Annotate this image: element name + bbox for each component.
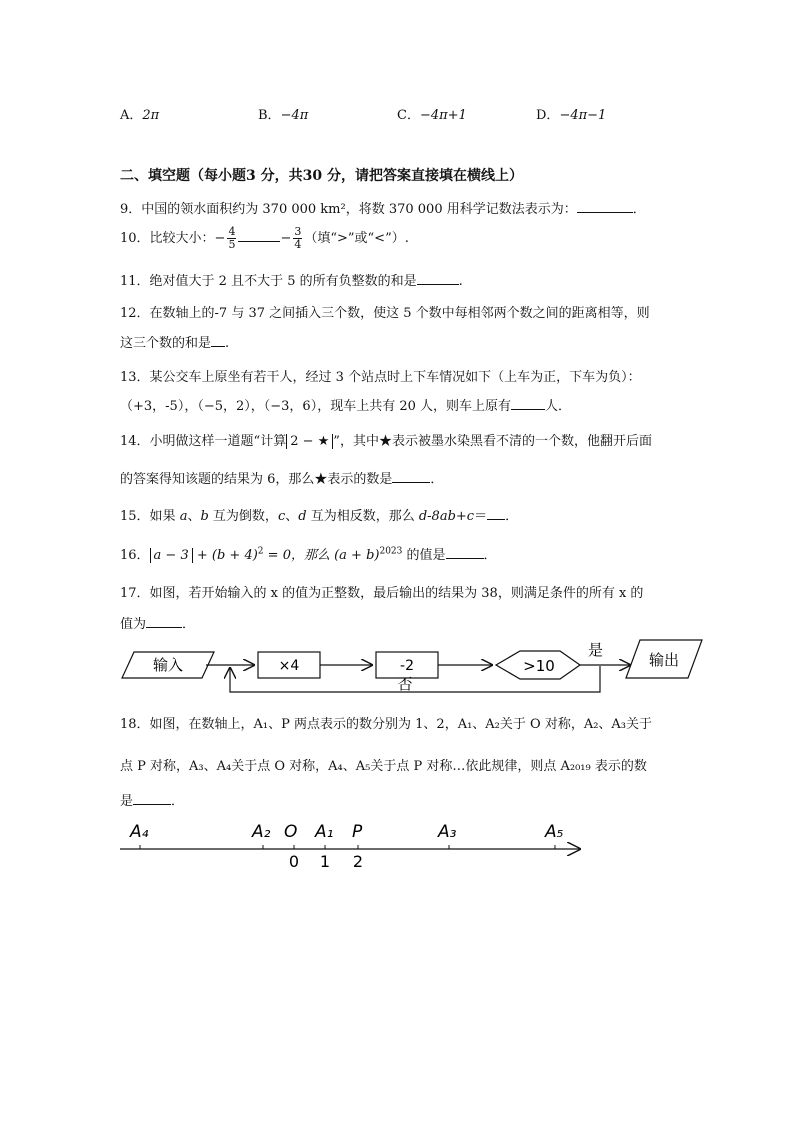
question-18-line1: 18．如图，在数轴上，A₁、P 两点表示的数分别为 1、2，A₁、A₂关于 O 对称，A₂、A₃关于 [120,717,653,732]
tick-label-1: 1 [319,852,331,871]
question-12-line2: 这三个数的和是 . [120,336,230,351]
question-17-line2: 值为 ． [120,617,196,632]
question-18-line2: 点 P 对称，A₃、A₄关于点 O 对称，A₄、A₅关于点 P 对称…依此规律，则点 A₂₀₁₉ 表示的数 [120,759,647,774]
tick-label-2: 2 [352,852,364,871]
option-c: C．−4π+1 [397,108,467,123]
answer-blank[interactable] [417,272,459,285]
output-box [626,640,702,678]
no-label: 否 [397,675,413,693]
multiply-box [258,652,320,678]
condition-box [496,651,580,679]
question-14-line2: 的答案得知该题的结果为 6，那么★表示的数是 ． [120,472,444,487]
answer-blank[interactable] [577,200,633,213]
svg-text:输入: 输入 [152,656,184,674]
question-15: 15．如果 a、b 互为倒数，c、d 互为相反数，那么 d-8ab+c＝ ． [120,509,519,524]
tick-label-0: 0 [288,852,300,871]
answer-blank[interactable] [238,229,280,242]
svg-text:输出: 输出 [648,651,680,669]
option-b: B．−4π [258,108,309,123]
fraction-3-4: $\frac{3}{4}$ [294,225,302,251]
option-d: D．−4π−1 [536,108,607,123]
question-9: 9．中国的领水面积约为 370 000 km²，将数 370 000 用科学记数法表示为： ． [120,202,646,217]
fraction-4-5: $\frac{4}{5}$ [228,225,236,251]
svg-text:×4: ×4 [278,658,300,674]
question-14-line1: 14．小明做这样一道题“计算 2 − ★ ”，其中★表示被墨水染黑看不清的一个数，他翻开后面 [120,434,652,449]
answer-blank[interactable] [446,546,484,559]
section-title: 二、填空题（每小题3 分，共30 分，请把答案直接填在横线上） [120,168,523,184]
question-10: 10．比较大小：− $\frac{4}{5}$ − $\frac{3}{4}$ （填“>”或“<”）. [120,225,409,251]
question-12-line1: 12．在数轴上的-7 与 37 之间插入三个数，使这 5 个数中每相邻两个数之间的距离相等，则 [120,306,650,321]
label-a3: A₃ [438,822,457,842]
answer-blank[interactable] [146,615,182,628]
question-17-line1: 17．如图，若开始输入的 x 的值为正整数，最后输出的结果为 38，则满足条件的所有 x 的 [120,586,644,601]
label-a4: A₄ [130,822,149,842]
answer-blank[interactable] [511,397,545,410]
question-13-line2: （+3，-5），（−5，2），（−3，6），现车上共有 20 人，则车上原有 人． [120,399,572,414]
question-16: 16． $a - 3 + (b + 4)^2 = 0$，那么 $(a + b)^{2023}$ 的值是 ． [120,546,497,563]
answer-blank[interactable] [392,470,430,483]
abs-expression: 2 − ★ [286,434,333,449]
label-a5: A₅ [545,822,564,842]
svg-text:-2: -2 [400,658,414,674]
label-a2: A₂ [252,822,271,842]
answer-blank[interactable] [133,792,171,805]
input-box [122,652,214,678]
answer-blank[interactable] [487,507,505,520]
label-a1: A₁ [315,822,334,842]
answer-blank[interactable] [211,334,225,347]
svg-text:>10: >10 [523,657,555,675]
question-13-line1: 13．某公交车上原坐有若干人，经过 3 个站点时上下车情况如下（上车为正，下车为负）： [120,370,641,385]
yes-label: 是 [588,641,604,659]
flowchart [0,630,794,700]
abs-expression: a − 3 [150,548,193,563]
question-11: 11．绝对值大于 2 且不大于 5 的所有负整数的和是 . [120,274,463,289]
label-p: P [352,822,363,842]
number-line [0,815,794,875]
question-18-line3: 是 ． [120,794,185,809]
label-o: O [284,822,298,842]
option-a: A．2π [120,108,160,123]
